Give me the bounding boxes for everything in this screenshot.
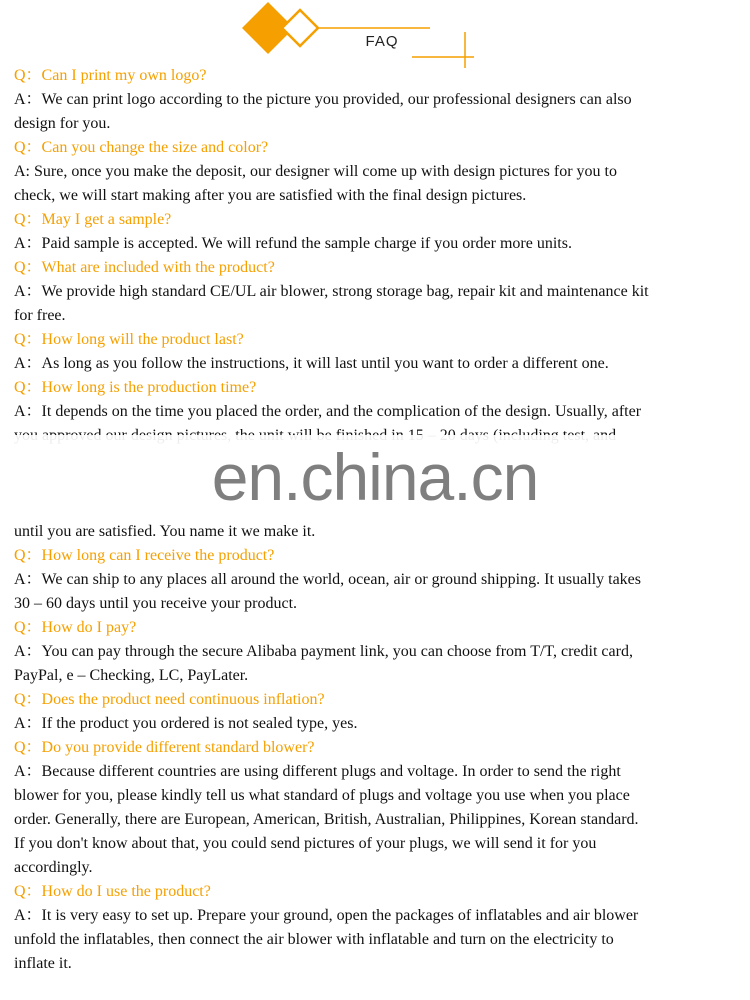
faq-answer: order. Generally, there are European, American, British, Australian, Philippines, Korean standard.	[14, 811, 639, 828]
faq-answer: for free.	[14, 307, 66, 324]
faq-question: Q：Do you provide different standard blower?	[14, 739, 315, 756]
watermark-band	[0, 435, 750, 521]
faq-question: Q：May I get a sample?	[14, 211, 172, 228]
faq-answer: inflate it.	[14, 955, 72, 972]
faq-question: Q：How long is the production time?	[14, 379, 257, 396]
faq-answer: A：We provide high standard CE/UL air blower, strong storage bag, repair kit and maintenance kit	[14, 283, 649, 300]
faq-question: Q：How do I use the product?	[14, 883, 211, 900]
faq-question: Q：How long will the product last?	[14, 331, 244, 348]
faq-question: Q：How long can I receive the product?	[14, 547, 275, 564]
outline-diamond-icon	[282, 10, 318, 46]
faq-answer: until you are satisfied. You name it we make it.	[14, 523, 316, 540]
faq-question: Q：Does the product need continuous inflation?	[14, 691, 325, 708]
watermark-text: en.china.cn	[211, 440, 539, 514]
faq-answer: A：It is very easy to set up. Prepare your ground, open the packages of inflatables and air blower	[14, 907, 639, 924]
page-title: FAQ	[365, 33, 399, 50]
faq-answer: A：We can ship to any places all around the world, ocean, air or ground shipping. It usually takes	[14, 571, 641, 588]
faq-answer: A：Because different countries are using different plugs and voltage. In order to send the right	[14, 763, 621, 780]
faq-question: Q：What are included with the product?	[14, 259, 275, 276]
faq-answer: PayPal, e – Checking, LC, PayLater.	[14, 667, 249, 684]
faq-answer: design for you.	[14, 115, 111, 132]
faq-answer: unfold the inflatables, then connect the air blower with inflatable and turn on the electricity to	[14, 931, 614, 948]
faq-question: Q：Can I print my own logo?	[14, 67, 207, 84]
faq-answer: A: Sure, once you make the deposit, our designer will come up with design pictures for you to	[14, 163, 617, 180]
faq-answer: check, we will start making after you are satisfied with the final design pictures.	[14, 187, 527, 204]
faq-answer: If you don't know about that, you could send pictures of your plugs, we will send it for you	[14, 835, 597, 852]
faq-answer: blower for you, please kindly tell us what standard of plugs and voltage you use when you place	[14, 787, 630, 804]
faq-question: Q：How do I pay?	[14, 619, 137, 636]
faq-answer: A：We can print logo according to the picture you provided, our professional designers can also	[14, 91, 632, 108]
faq-answer: A：If the product you ordered is not sealed type, yes.	[14, 715, 358, 732]
faq-answer: 30 – 60 days until you receive your product.	[14, 595, 298, 612]
faq-answer: A：Paid sample is accepted. We will refund the sample charge if you order more units.	[14, 235, 572, 252]
faq-answer: A：As long as you follow the instructions, it will last until you want to order a different one.	[14, 355, 609, 372]
faq-answer: accordingly.	[14, 859, 93, 876]
faq-header	[0, 0, 750, 70]
faq-answer: A：It depends on the time you placed the order, and the complication of the design. Usually, after	[14, 403, 642, 420]
faq-question: Q：Can you change the size and color?	[14, 139, 269, 156]
faq-answer: A：You can pay through the secure Alibaba payment link, you can choose from T/T, credit card,	[14, 643, 633, 660]
